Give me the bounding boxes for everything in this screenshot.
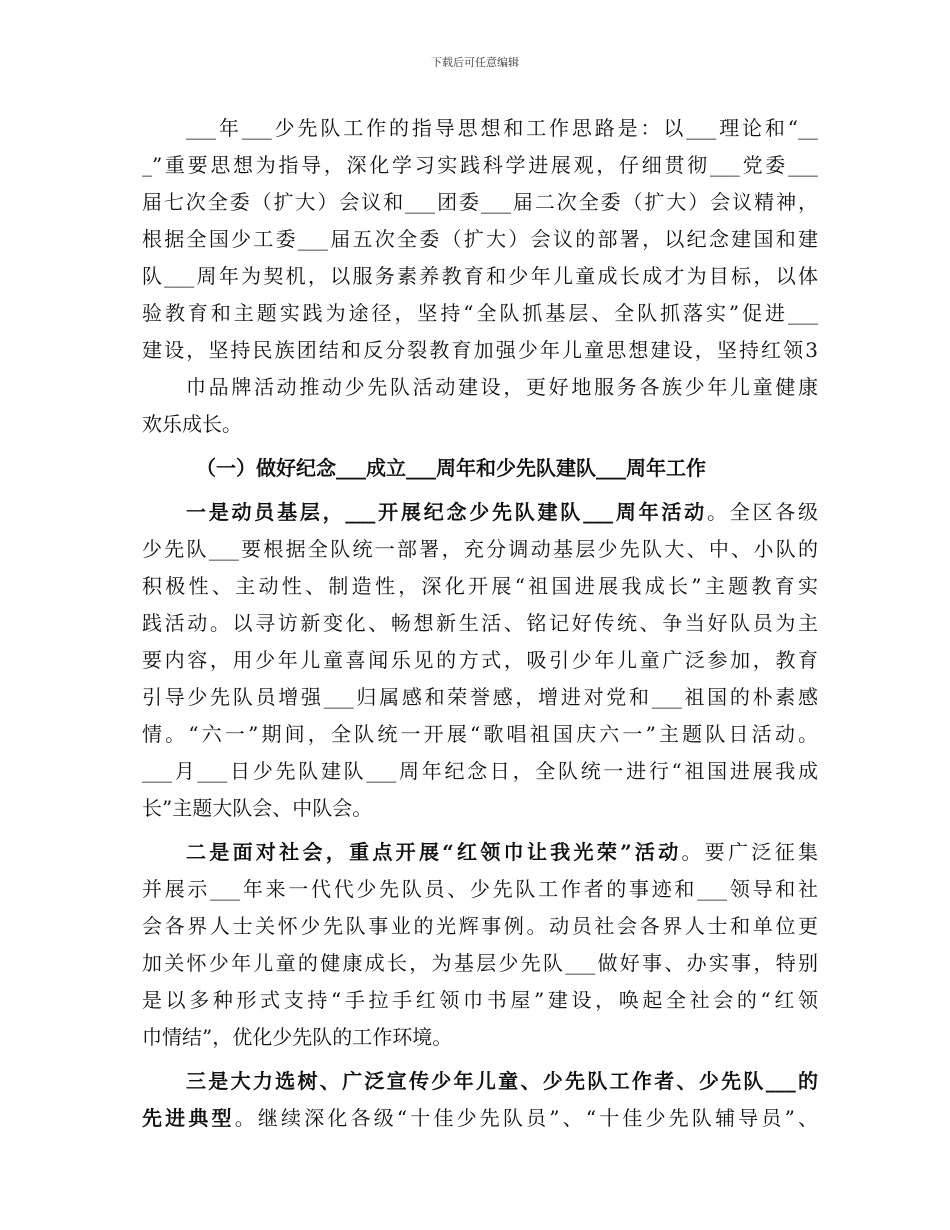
text-line [142, 149, 818, 181]
text-line [142, 570, 818, 602]
text-run: 巾情结”，优化少先队的工作环境。 [142, 1025, 453, 1049]
text-run: 建设，坚持民族团结和反分裂教育加强少年儿童思想建设，坚持红领3 [142, 338, 818, 362]
text-run: 践活动。以寻访新变化、畅想新生活、铭记好传统、争当好队员为主 [142, 611, 818, 635]
text-line [142, 186, 818, 218]
bold-text-run: 一是动员基层，___开展纪念少先队建队___周年活动 [186, 500, 707, 524]
text-line [142, 334, 818, 366]
text-run: 积极性、主动性、制造性，深化开展“祖国进展我成长”主题教育实 [142, 574, 818, 598]
text-line [142, 260, 818, 292]
text-line [142, 297, 818, 329]
bold-text-run: 三是大力选树、广泛宣传少年儿童、少先队工作者、少先队___的 [186, 1069, 818, 1093]
text-line [142, 718, 818, 750]
text-line [142, 223, 818, 255]
text-line [142, 984, 818, 1016]
text-line [142, 496, 818, 528]
text-run: 长”主题大队会、中队会。 [142, 796, 373, 820]
text-run: 引导少先队员增强___归属感和荣誉感，增进对党和___祖国的朴素感 [142, 685, 818, 709]
bold-text-run: （一）做好纪念___成立___周年和少先队建队___周年工作 [196, 456, 706, 480]
text-run: 要内容，用少年儿童喜闻乐见的方式，吸引少年儿童广泛参加，教育 [142, 648, 818, 672]
text-run: 加关怀少年儿童的健康成长，为基层少先队___做好事、办实事，特别 [142, 951, 818, 975]
text-run: 队___周年为契机，以服务素养教育和少年儿童成长成才为目标，以体 [142, 264, 818, 288]
text-line [142, 836, 818, 868]
text-line [142, 533, 818, 565]
text-run: 根据全国少工委___届五次全委（扩大）会议的部署，以纪念建国和建 [142, 227, 818, 251]
text-line [142, 644, 818, 676]
text-run: 验教育和主题实践为途径，坚持“全队抓基层、全队抓落实”促进___ [142, 301, 818, 325]
text-line [142, 1102, 818, 1134]
text-line [142, 1065, 818, 1097]
document-body [142, 112, 818, 1139]
text-run: 。要广泛征集 [681, 840, 818, 864]
text-run: 情。“六一”期间，全队统一开展“歌唱祖国庆六一”主题队日活动。 [142, 722, 818, 746]
text-line [142, 947, 818, 979]
text-line [142, 408, 818, 440]
text-run: 届七次全委（扩大）会议和___团委___届二次全委（扩大）会议精神， [142, 190, 818, 214]
text-run: 是以多种形式支持“手拉手红领巾书屋”建设，唤起全社会的“红领 [142, 988, 818, 1012]
text-line [142, 873, 818, 905]
text-run: _”重要思想为指导，深化学习实践科学进展观，仔细贯彻___党委___ [142, 153, 818, 177]
text-run: 。全区各级 [706, 500, 819, 524]
text-run: 。继续深化各级“十佳少先队员”、“十佳少先队辅导员”、 [234, 1106, 819, 1130]
text-run: 欢乐成长。 [142, 412, 242, 436]
text-line [142, 607, 818, 639]
text-run: ___月___日少先队建队___周年纪念日，全队统一进行“祖国进展我成 [142, 759, 818, 783]
text-line [142, 371, 818, 403]
bold-text-run: 先进典型 [142, 1106, 235, 1130]
text-line [142, 681, 818, 713]
text-line [142, 792, 818, 824]
text-line [142, 910, 818, 942]
page-header: 下载后可任意编辑 [431, 56, 519, 69]
text-line [142, 1021, 818, 1053]
text-line [142, 452, 818, 484]
text-line [142, 112, 818, 144]
text-run: 巾品牌活动推动少先队活动建设，更好地服务各族少年儿童健康 [186, 375, 818, 399]
text-run: ___年___少先队工作的指导思想和工作思路是：以___理论和“__ [186, 116, 818, 140]
text-run: 会各界人士关怀少先队事业的光辉事例。动员社会各界人士和单位更 [142, 914, 818, 938]
bold-text-run: 二是面对社会，重点开展“红领巾让我光荣”活动 [186, 840, 682, 864]
text-run: 少先队___要根据全队统一部署，充分调动基层少先队大、中、小队的 [142, 537, 818, 561]
text-line [142, 755, 818, 787]
text-run: 并展示___年来一代代少先队员、少先队工作者的事迹和___领导和社 [142, 877, 818, 901]
